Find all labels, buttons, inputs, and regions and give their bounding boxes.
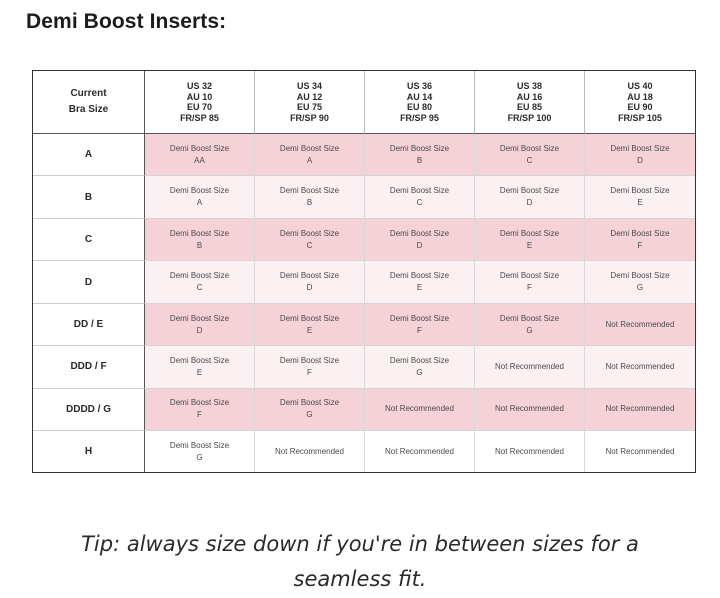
- cell-label: Demi Boost Size: [279, 271, 340, 281]
- size-cell: [585, 261, 695, 303]
- size-cell: [365, 219, 475, 261]
- cell-label: Demi Boost Size: [169, 271, 230, 281]
- cell-size: B: [196, 240, 203, 250]
- cell-size: C: [526, 155, 533, 165]
- size-cell: [145, 176, 255, 218]
- corner-line: Bra Size: [68, 104, 109, 115]
- table-row: [33, 219, 695, 261]
- column-header-line: EU 80: [406, 102, 432, 112]
- table-row: [33, 431, 695, 472]
- table-row: [33, 176, 695, 218]
- cell-size: B: [306, 198, 313, 208]
- size-cell: [585, 134, 695, 176]
- size-cell: [145, 389, 255, 431]
- size-cell: [585, 176, 695, 218]
- size-cell: [475, 219, 585, 261]
- size-cell: [145, 346, 255, 388]
- size-cell: [255, 134, 365, 176]
- size-cell: [475, 261, 585, 303]
- table-row: [33, 346, 695, 388]
- column-header-line: AU 18: [627, 91, 653, 102]
- column-header-line: US 34: [296, 81, 322, 91]
- size-chart: [32, 70, 696, 473]
- corner-header: [33, 71, 145, 134]
- column-header-line: US 36: [406, 81, 432, 91]
- column-header-line: FR/SP 105: [618, 112, 662, 123]
- cell-label: Not Recommended: [385, 404, 454, 414]
- cell-label: Demi Boost Size: [499, 228, 560, 238]
- cell-label: Demi Boost Size: [279, 355, 340, 365]
- cell-label: Demi Boost Size: [499, 143, 560, 153]
- cell-label: Not Recommended: [385, 446, 454, 456]
- cell-size: C: [196, 283, 203, 293]
- table-row: [33, 389, 695, 431]
- cell-size: E: [306, 325, 313, 335]
- column-header-line: US 32: [186, 81, 212, 91]
- column-header: [475, 71, 585, 134]
- cell-label: Not Recommended: [605, 361, 675, 371]
- row-label: H: [33, 431, 145, 472]
- cell-label: Demi Boost Size: [279, 143, 340, 153]
- cell-size: F: [637, 240, 643, 250]
- size-cell: [255, 346, 365, 388]
- column-header-line: AU 16: [516, 91, 543, 102]
- column-header-line: AU 12: [296, 91, 323, 102]
- cell-size: D: [637, 155, 643, 165]
- cell-label: Not Recommended: [605, 319, 675, 329]
- size-cell: [255, 219, 365, 261]
- size-cell: [365, 346, 475, 388]
- row-label: DDDD / G: [33, 389, 145, 431]
- cell-size: E: [526, 240, 533, 250]
- cell-label: Demi Boost Size: [610, 271, 670, 281]
- cell-size: D: [196, 325, 203, 335]
- size-cell: [585, 389, 695, 431]
- size-cell: [365, 304, 475, 346]
- cell-size: AA: [194, 155, 205, 165]
- column-header-line: FR/SP 90: [290, 112, 329, 123]
- size-cell: [255, 389, 365, 431]
- cell-label: Demi Boost Size: [279, 228, 340, 238]
- table-row: [33, 304, 695, 346]
- size-cell: [365, 431, 475, 472]
- column-header: [255, 71, 365, 134]
- cell-size: G: [636, 283, 644, 293]
- cell-size: C: [416, 198, 423, 208]
- cell-size: G: [416, 367, 423, 377]
- cell-size: E: [416, 283, 423, 293]
- column-header-line: US 40: [627, 81, 653, 91]
- size-cell: [145, 304, 255, 346]
- column-header-line: EU 75: [296, 102, 322, 112]
- size-cell: [585, 304, 695, 346]
- cell-label: Demi Boost Size: [169, 228, 230, 238]
- size-cell: [475, 134, 585, 176]
- cell-label: Demi Boost Size: [279, 313, 340, 323]
- column-header-line: AU 10: [186, 91, 213, 102]
- cell-label: Not Recommended: [605, 446, 675, 456]
- size-cell: [365, 389, 475, 431]
- table-row: [33, 261, 695, 303]
- cell-size: A: [196, 198, 203, 208]
- column-header-line: FR/SP 100: [507, 112, 552, 123]
- cell-label: Demi Boost Size: [279, 398, 340, 408]
- cell-label: Demi Boost Size: [499, 313, 560, 323]
- tip-line: seamless fit.: [293, 567, 427, 591]
- tip-text: [0, 527, 720, 597]
- column-header-line: FR/SP 95: [400, 112, 439, 123]
- cell-size: B: [416, 155, 423, 165]
- cell-label: Demi Boost Size: [499, 271, 560, 281]
- cell-label: Demi Boost Size: [389, 143, 450, 153]
- column-header: [585, 71, 695, 134]
- size-cell: [475, 389, 585, 431]
- row-label: DD / E: [33, 304, 145, 346]
- row-label: DDD / F: [33, 346, 145, 388]
- column-header: [145, 71, 255, 134]
- size-cell: [365, 176, 475, 218]
- cell-size: D: [526, 198, 533, 208]
- column-header-line: EU 90: [627, 102, 653, 112]
- cell-label: Demi Boost Size: [389, 313, 450, 323]
- size-cell: [585, 219, 695, 261]
- column-header-line: EU 85: [516, 102, 542, 112]
- cell-label: Demi Boost Size: [169, 440, 230, 450]
- column-header-line: EU 70: [186, 102, 212, 112]
- cell-size: A: [306, 155, 313, 165]
- column-header-line: US 38: [516, 81, 542, 91]
- size-cell: [475, 304, 585, 346]
- cell-size: D: [306, 283, 313, 293]
- cell-label: Demi Boost Size: [499, 186, 560, 196]
- column-header: [365, 71, 475, 134]
- size-cell: [145, 431, 255, 472]
- header-row: [33, 71, 695, 134]
- cell-label: Not Recommended: [495, 404, 564, 414]
- cell-label: Demi Boost Size: [279, 186, 340, 196]
- size-cell: [145, 134, 255, 176]
- cell-label: Not Recommended: [495, 446, 564, 456]
- cell-label: Not Recommended: [495, 361, 564, 371]
- cell-size: F: [307, 367, 312, 377]
- cell-label: Demi Boost Size: [389, 186, 450, 196]
- cell-size: G: [196, 452, 203, 462]
- cell-label: Demi Boost Size: [169, 186, 230, 196]
- cell-size: C: [306, 240, 313, 250]
- column-header-line: FR/SP 85: [180, 112, 219, 123]
- size-cell: [585, 431, 695, 472]
- size-cell: [585, 346, 695, 388]
- size-cell: [255, 431, 365, 472]
- row-label: B: [33, 176, 145, 218]
- size-cell: [475, 346, 585, 388]
- page-title: Demi Boost Inserts:: [26, 10, 227, 33]
- cell-label: Demi Boost Size: [169, 398, 230, 408]
- table-row: [33, 134, 695, 176]
- tip-line: Tip: always size down if you're in between sizes for a: [81, 532, 639, 556]
- size-cell: [145, 219, 255, 261]
- corner-line: Current: [70, 88, 107, 99]
- size-cell: [365, 134, 475, 176]
- cell-size: E: [196, 367, 203, 377]
- cell-label: Demi Boost Size: [610, 186, 670, 196]
- size-cell: [255, 304, 365, 346]
- cell-label: Not Recommended: [275, 446, 344, 456]
- size-cell: [475, 431, 585, 472]
- cell-size: F: [527, 283, 532, 293]
- row-label: C: [33, 219, 145, 261]
- size-cell: [255, 176, 365, 218]
- cell-label: Demi Boost Size: [389, 355, 450, 365]
- cell-label: Demi Boost Size: [169, 143, 230, 153]
- cell-size: G: [306, 410, 313, 420]
- cell-label: Demi Boost Size: [610, 143, 670, 153]
- cell-label: Demi Boost Size: [389, 271, 450, 281]
- cell-label: Demi Boost Size: [169, 313, 230, 323]
- size-table: [33, 71, 695, 472]
- size-cell: [475, 176, 585, 218]
- cell-size: F: [197, 410, 202, 420]
- column-header-line: AU 14: [406, 91, 433, 102]
- size-cell: [255, 261, 365, 303]
- cell-size: D: [416, 240, 423, 250]
- row-label: A: [33, 134, 145, 176]
- cell-label: Demi Boost Size: [389, 228, 450, 238]
- cell-label: Not Recommended: [605, 404, 675, 414]
- cell-size: E: [637, 198, 643, 208]
- size-cell: [145, 261, 255, 303]
- cell-size: G: [526, 325, 533, 335]
- cell-label: Demi Boost Size: [610, 228, 670, 238]
- row-label: D: [33, 261, 145, 303]
- size-cell: [365, 261, 475, 303]
- cell-label: Demi Boost Size: [169, 355, 230, 365]
- cell-size: F: [417, 325, 422, 335]
